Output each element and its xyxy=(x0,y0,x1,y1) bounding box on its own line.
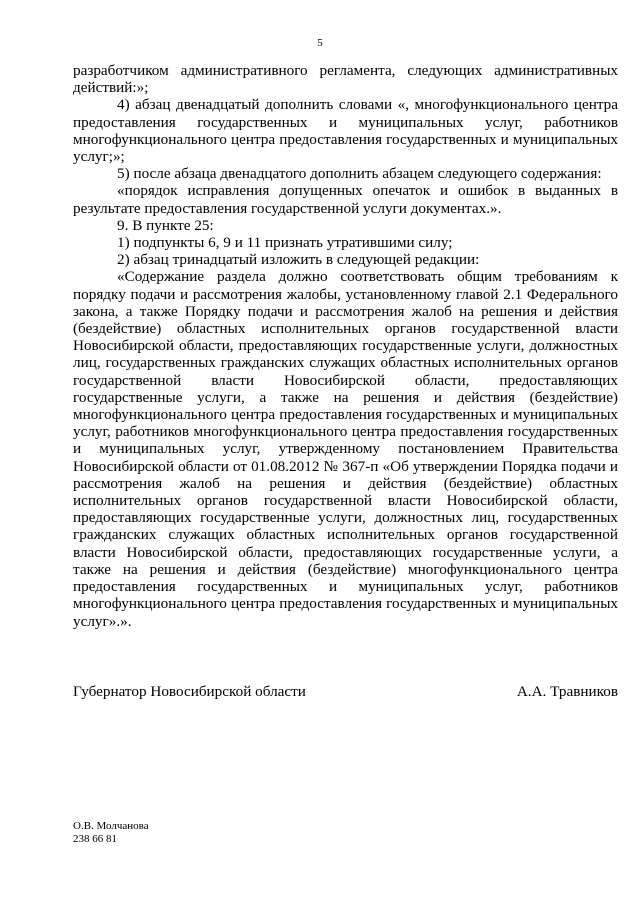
paragraph: «порядок исправления допущенных опечаток и ошибок в выданных в результате предоставления государственной услуги документах.». xyxy=(73,182,618,217)
paragraph: разработчиком административного регламента, следующих административных действий:»; xyxy=(73,62,618,97)
paragraph: 5) после абзаца двенадцатого дополнить абзацем следующего содержания: xyxy=(117,165,602,183)
signatory-position: Губернатор Новосибирской области xyxy=(73,683,306,700)
executor-block xyxy=(73,820,149,846)
document-body xyxy=(73,62,618,630)
executor-name: О.В. Молчанова xyxy=(73,820,149,832)
paragraph: «Содержание раздела должно соответствовать общим требованиям к порядку подачи и рассмотрения жалобы, установленному главой 2.1 Федерального закона, а также Порядку подачи и рассмотрения жалоб на решения и действия (бездействие) областных исполнительных органов государственной власти Новосибирской области, предоставляющих государственные услуги, должностных лиц, государственных гражданских служащих областных исполнительных органов государственной власти Новосибирской области, предоставляющих государственные услуги, а также на решения и действия (бездействие) многофункционального центра предоставления государственных и муниципальных услуг, работников многофункционального центра предоставления государственных и муниципальных услуг, утвержденному постановлением Правительства Новосибирской области от 01.08.2012 № 367-п «Об утверждении Порядка подачи и рассмотрения жалоб на решения и действия (бездействие) областных исполнительных органов государственной власти Новосибирской области, предоставляющих государственные услуги, должностных лиц, государственных гражданских служащих областных исполнительных органов государственной власти Новосибирской области, предоставляющих государственные услуги, а также на решения и действия (бездействие) многофункционального центра предоставления государственных и муниципальных услуг, работников многофункционального центра предоставления государственных и муниципальных услуг».». xyxy=(73,268,618,630)
paragraph: 2) абзац тринадцатый изложить в следующей редакции: xyxy=(117,251,480,269)
executor-phone: 238 66 81 xyxy=(73,833,117,845)
paragraph: 9. В пункте 25: xyxy=(117,216,214,234)
page-number: 5 xyxy=(317,37,323,49)
paragraph: 1) подпункты 6, 9 и 11 признать утратившими силу; xyxy=(117,234,453,252)
signatory-name: А.А. Травников xyxy=(516,683,618,700)
paragraph: 4) абзац двенадцатый дополнить словами «, многофункционального центра предоставления государственных и муниципальных услуг, работников многофункционального центра предоставления государственных и муниципальных услуг;»; xyxy=(73,96,618,166)
